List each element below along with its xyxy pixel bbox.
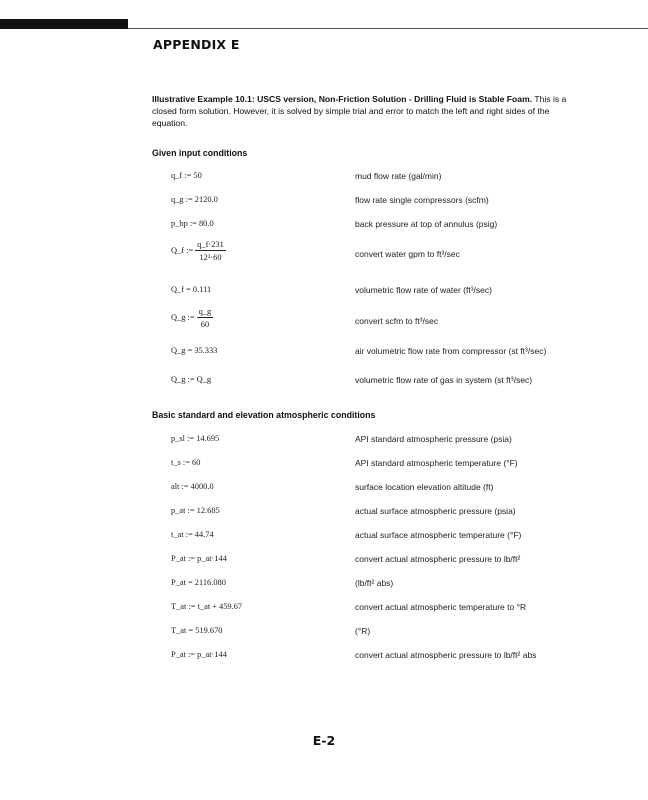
- denominator: 60: [200, 320, 210, 329]
- description: convert actual atmospheric temperature to °R: [355, 602, 527, 612]
- example-title: Illustrative Example 10.1: USCS version, Non-Friction Solution - Drilling Fluid is Stable Foam.: [152, 94, 533, 104]
- description: convert scfm to ft³/sec: [355, 316, 439, 326]
- equation: [171, 307, 213, 329]
- description: API standard atmospheric pressure (psia): [355, 434, 512, 444]
- equation: Q_g := Q_g: [171, 375, 212, 384]
- header-bar: [0, 19, 128, 29]
- description: volumetric flow rate of gas in system (st ft³/sec): [355, 375, 533, 385]
- description: surface location elevation altitude (ft): [355, 482, 494, 492]
- equation: p_sl := 14.695: [171, 434, 220, 443]
- example-body: This is a closed form solution. However, it is solved by simple trial and error to match the left and right sides of the equation.: [152, 94, 567, 128]
- description: convert actual atmospheric pressure to lb/ft² abs: [355, 650, 537, 660]
- example-intro: [152, 93, 582, 129]
- equation: T_at = 519.670: [171, 626, 223, 635]
- section-given-heading: Given input conditions: [152, 148, 248, 158]
- equation: T_at := t_at + 459.67: [171, 602, 243, 611]
- equation: P_at := p_at·144: [171, 554, 227, 563]
- header-rule: [128, 28, 648, 29]
- description: (°R): [355, 626, 371, 636]
- numerator: q_g: [198, 307, 212, 316]
- description: air volumetric flow rate from compressor (st ft³/sec): [355, 346, 547, 356]
- description: volumetric flow rate of water (ft³/sec): [355, 285, 492, 295]
- page-number: E-2: [312, 733, 336, 748]
- equation: t_s := 60: [171, 458, 201, 467]
- equation: [171, 240, 226, 262]
- equation: q_f := 50: [171, 171, 202, 180]
- description: convert actual atmospheric pressure to lb/ft²: [355, 554, 521, 564]
- description: actual surface atmospheric pressure (psia): [355, 506, 516, 516]
- equation-lhs: Q_f :=: [171, 245, 194, 255]
- denominator: 12³·60: [199, 253, 222, 262]
- description: flow rate single compressors (scfm): [355, 195, 489, 205]
- description: (lb/ft² abs): [355, 578, 394, 588]
- equation: Q_g = 35.333: [171, 346, 218, 355]
- equation: P_at := p_at·144: [171, 650, 227, 659]
- numerator: q_f·231: [197, 240, 224, 249]
- equation: P_at = 2116.080: [171, 578, 226, 587]
- equation-lhs: Q_g :=: [171, 312, 195, 322]
- section-basic-heading: Basic standard and elevation atmospheric conditions: [152, 410, 376, 420]
- equation: t_at := 44.74: [171, 530, 214, 539]
- equation: Q_f = 0.111: [171, 285, 212, 294]
- description: API standard atmospheric temperature (°F): [355, 458, 518, 468]
- description: actual surface atmospheric temperature (°F): [355, 530, 522, 540]
- fraction: [195, 240, 226, 262]
- equation: p_at := 12.685: [171, 506, 220, 515]
- fraction: [197, 307, 214, 329]
- description: convert water gpm to ft³/sec: [355, 249, 460, 259]
- equation: alt := 4000.0: [171, 482, 214, 491]
- equation: q_g := 2120.0: [171, 195, 218, 204]
- description: mud flow rate (gal/min): [355, 171, 442, 181]
- appendix-title: APPENDIX E: [153, 37, 240, 52]
- description: back pressure at top of annulus (psig): [355, 219, 498, 229]
- equation: p_bp := 80.0: [171, 219, 214, 228]
